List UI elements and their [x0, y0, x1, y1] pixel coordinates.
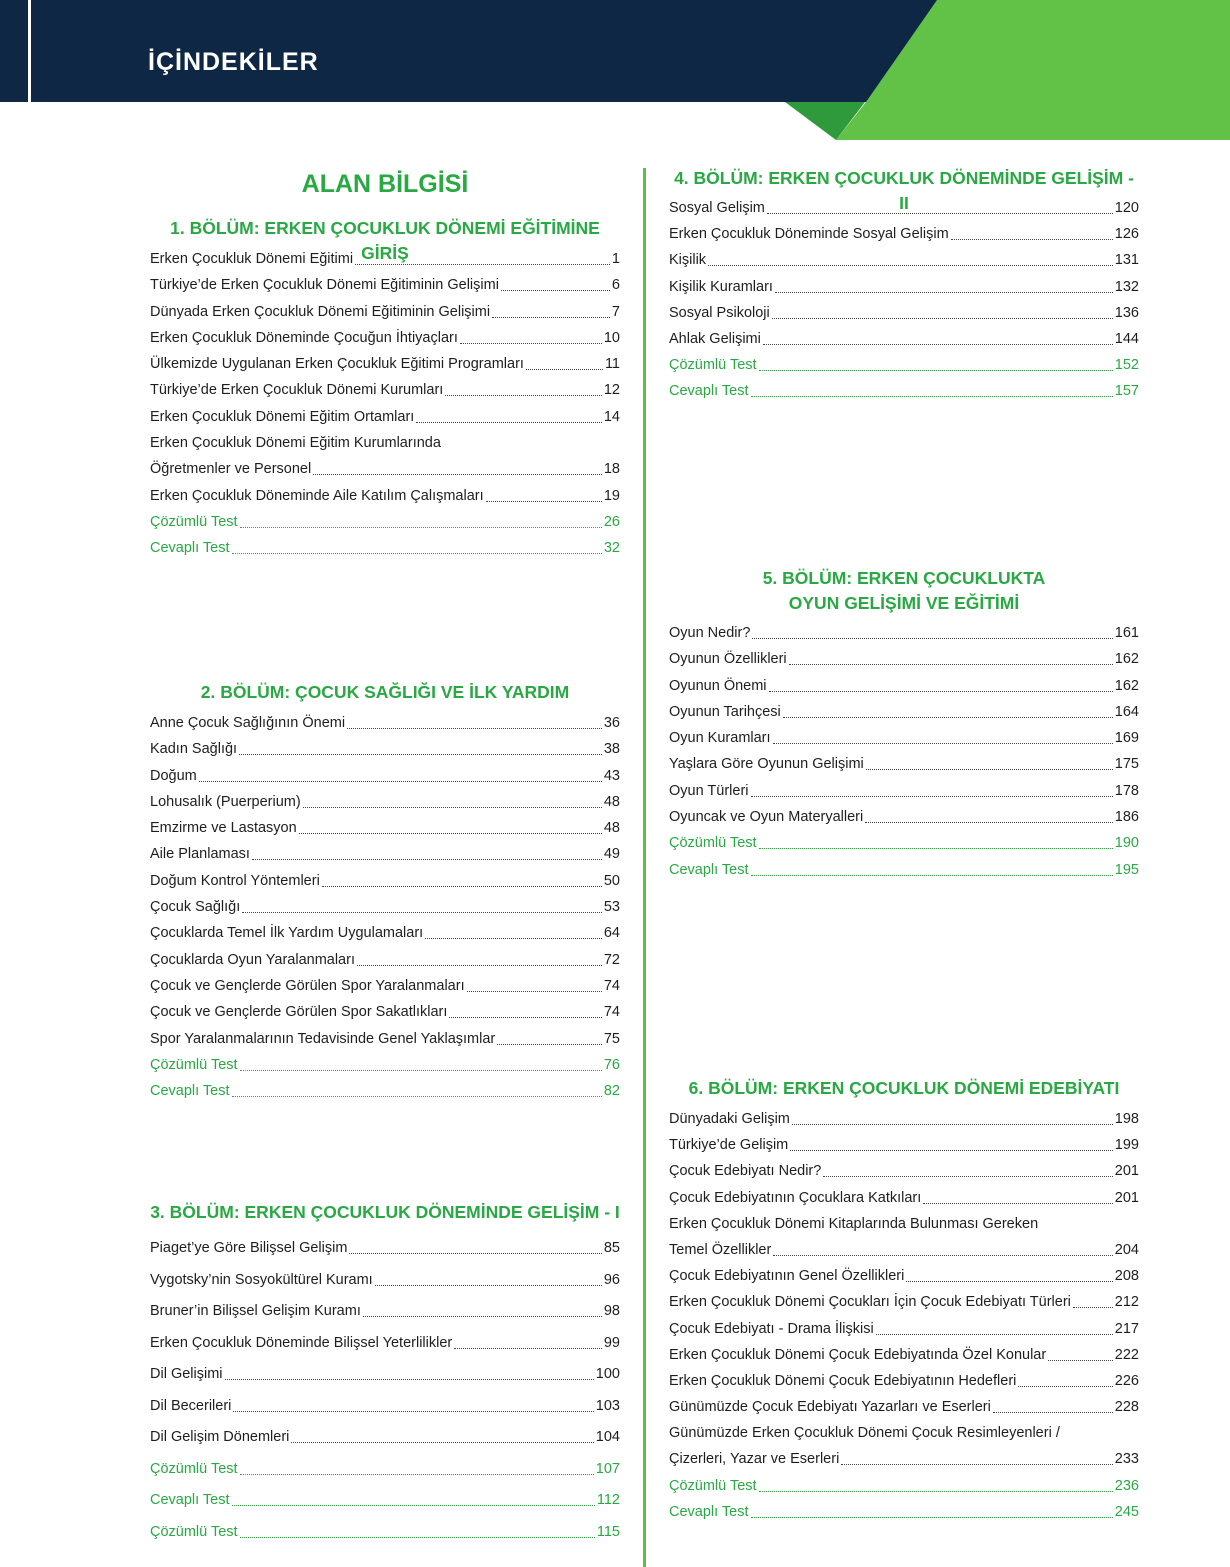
toc-dot-leader: [240, 1537, 595, 1538]
toc-dot-leader: [313, 474, 602, 475]
toc-entry[interactable]: [150, 1240, 620, 1272]
toc-entry-text: Günümüzde Çocuk Edebiyatı Yazarları ve Eserleri: [669, 1399, 991, 1416]
toc-entry[interactable]: [669, 1399, 1139, 1425]
toc-dot-leader: [823, 1176, 1112, 1177]
toc-entry[interactable]: [150, 435, 620, 488]
toc-entry[interactable]: [150, 846, 620, 872]
toc-dot-leader: [363, 1316, 602, 1317]
toc-entry[interactable]: [669, 1268, 1139, 1294]
chapter-2-list: [150, 715, 620, 1109]
toc-entry-text: Çocuk Edebiyatı - Drama İlişkisi: [669, 1320, 874, 1337]
toc-entry[interactable]: [669, 1190, 1139, 1216]
toc-page-number: 120: [1114, 200, 1139, 216]
toc-entry-text: Yaşlara Göre Oyunun Gelişimi: [669, 756, 864, 773]
toc-entry[interactable]: [150, 1303, 620, 1335]
toc-entry-text: Çocuklarda Temel İlk Yardım Uygulamaları: [150, 925, 424, 942]
toc-page-number: 75: [603, 1030, 620, 1047]
toc-entry-text: Çocuk ve Gençlerde Görülen Spor Sakatlıkları: [150, 1004, 448, 1021]
toc-dot-leader: [232, 1096, 602, 1097]
toc-page-number: 43: [603, 767, 620, 784]
toc-entry[interactable]: [669, 783, 1139, 809]
toc-entry-text: Kadın Sağlığı: [150, 741, 238, 758]
toc-dot-leader: [751, 796, 1113, 797]
toc-test-entry[interactable]: [669, 1504, 1139, 1530]
toc-entry[interactable]: [150, 741, 620, 767]
toc-dot-leader: [772, 318, 1113, 319]
toc-dot-leader: [232, 553, 602, 554]
toc-page-number: 96: [603, 1271, 620, 1288]
toc-entry[interactable]: [669, 1111, 1139, 1137]
toc-page-number: 201: [1114, 1163, 1139, 1180]
toc-dot-leader: [467, 991, 602, 992]
chapter-5-list: [669, 625, 1139, 888]
toc-dot-leader: [773, 743, 1113, 744]
toc-entry-text: Çocuk Sağlığı: [150, 899, 241, 916]
toc-page-number: 245: [1114, 1503, 1139, 1520]
toc-dot-leader: [199, 781, 602, 782]
toc-entry-text: Çizerleri, Yazar ve Eserleri: [669, 1451, 840, 1468]
toc-entry[interactable]: [150, 715, 620, 741]
toc-entry-text: Çözümlü Test: [150, 1523, 238, 1540]
toc-entry[interactable]: [669, 1425, 1139, 1477]
toc-entry[interactable]: [150, 873, 620, 899]
toc-page-number: 50: [603, 872, 620, 889]
toc-page-number: 38: [603, 741, 620, 758]
toc-test-entry[interactable]: [669, 862, 1139, 888]
toc-dot-leader: [759, 848, 1113, 849]
toc-entry-text: Erken Çocukluk Dönemi Eğitimi: [150, 251, 354, 267]
toc-test-entry[interactable]: [150, 1492, 620, 1524]
toc-dot-leader: [1073, 1307, 1113, 1308]
toc-entry[interactable]: [669, 730, 1139, 756]
toc-test-entry[interactable]: [669, 383, 1139, 409]
toc-page-number: 112: [596, 1492, 620, 1508]
toc-entry[interactable]: [150, 277, 620, 303]
toc-page-number: 198: [1114, 1111, 1139, 1127]
toc-test-entry[interactable]: [150, 1057, 620, 1083]
toc-test-entry[interactable]: [669, 357, 1139, 383]
toc-dot-leader: [233, 1411, 593, 1412]
toc-entry[interactable]: [669, 1294, 1139, 1320]
chapter-3-title: 3. BÖLÜM: ERKEN ÇOCUKLUK DÖNEMİNDE GELİŞİM - I: [150, 1202, 620, 1222]
toc-entry-text: Oyuncak ve Oyun Materyalleri: [669, 809, 864, 826]
toc-page-number: 12: [603, 382, 620, 399]
chapter-1-list: [150, 251, 620, 567]
toc-entry[interactable]: [669, 756, 1139, 782]
toc-page-number: 136: [1114, 304, 1139, 321]
toc-entry-text: Çocuk Edebiyatı Nedir?: [669, 1163, 822, 1180]
column-divider: [643, 168, 646, 1567]
toc-page-number: 236: [1114, 1477, 1139, 1494]
toc-entry[interactable]: [150, 978, 620, 1004]
toc-page-number: 11: [604, 356, 620, 373]
toc-entry-text: Sosyal Psikoloji: [669, 304, 770, 321]
toc-dot-leader: [759, 1491, 1113, 1492]
toc-test-entry[interactable]: [150, 1461, 620, 1493]
toc-entry-text: Çözümlü Test: [669, 1477, 757, 1494]
toc-test-entry[interactable]: [669, 1478, 1139, 1504]
toc-dot-leader: [876, 1334, 1113, 1335]
toc-page-number: 175: [1114, 756, 1139, 773]
toc-dot-leader: [751, 1517, 1113, 1518]
toc-entry[interactable]: [150, 1004, 620, 1030]
toc-dot-leader: [752, 638, 1112, 639]
toc-dot-leader: [357, 965, 602, 966]
toc-dot-leader: [486, 501, 602, 502]
toc-page-number: 178: [1114, 782, 1139, 799]
toc-page-number: 212: [1114, 1294, 1139, 1311]
toc-entry[interactable]: [150, 356, 620, 382]
toc-page-number: 162: [1114, 651, 1139, 668]
toc-entry-text: Sosyal Gelişim: [669, 200, 765, 216]
toc-page-number: 98: [603, 1303, 620, 1319]
toc-dot-leader: [501, 290, 610, 291]
toc-dot-leader: [993, 1412, 1113, 1413]
toc-dot-leader: [751, 396, 1113, 397]
toc-page-number: 64: [603, 925, 620, 942]
toc-page-number: 14: [603, 408, 620, 425]
chapter-1-title: 1. BÖLÜM: ERKEN ÇOCUKLUK DÖNEMİ EĞİTİMİNE GİRİŞ: [170, 218, 600, 263]
main-section-title: ALAN BİLGİSİ: [301, 170, 469, 198]
toc-entry-text: Cevaplı Test: [669, 1503, 749, 1520]
toc-dot-leader: [763, 344, 1113, 345]
toc-page-number: 1: [611, 251, 620, 267]
toc-page-number: 36: [603, 715, 620, 731]
toc-dot-leader: [751, 875, 1113, 876]
toc-page-number: 82: [603, 1083, 620, 1100]
toc-entry[interactable]: [150, 382, 620, 408]
toc-entry[interactable]: [669, 625, 1139, 651]
toc-dot-leader: [449, 1017, 601, 1018]
toc-entry-text-line1: Erken Çocukluk Dönemi Eğitim Kurumlarında: [150, 435, 441, 452]
toc-entry[interactable]: [150, 330, 620, 356]
toc-test-entry[interactable]: [150, 1083, 620, 1109]
chapter-5-title-line2: OYUN GELİŞİMİ VE EĞİTİMİ: [788, 593, 1020, 613]
toc-entry-text: Çözümlü Test: [150, 1460, 238, 1477]
chapter-5-title-line1: 5. BÖLÜM: ERKEN ÇOCUKLUKTA: [762, 568, 1046, 588]
toc-test-entry[interactable]: [669, 835, 1139, 861]
toc-page-number: 99: [603, 1334, 620, 1351]
toc-entry-row: [669, 1451, 1139, 1468]
toc-page-number: 48: [603, 820, 620, 837]
toc-dot-leader: [232, 1505, 595, 1506]
toc-dot-leader: [526, 369, 603, 370]
toc-page-number: 76: [603, 1056, 620, 1073]
toc-entry-text: Oyun Nedir?: [669, 625, 751, 641]
toc-entry-text: Dil Becerileri: [150, 1397, 232, 1414]
toc-page-number: 18: [603, 461, 620, 478]
toc-page-number: 226: [1114, 1372, 1139, 1389]
toc-entry[interactable]: [150, 1335, 620, 1367]
toc-entry[interactable]: [669, 1321, 1139, 1347]
toc-entry[interactable]: [669, 678, 1139, 704]
toc-page-number: 115: [596, 1523, 620, 1540]
toc-entry[interactable]: [669, 305, 1139, 331]
toc-entry-row: [669, 1242, 1139, 1259]
toc-entry[interactable]: [150, 899, 620, 925]
toc-entry-text: Çözümlü Test: [669, 835, 757, 852]
toc-entry-text: Oyun Kuramları: [669, 730, 771, 747]
toc-page-number: 74: [603, 1004, 620, 1021]
toc-entry[interactable]: [150, 820, 620, 846]
toc-dot-leader: [445, 395, 602, 396]
toc-entry[interactable]: [669, 651, 1139, 677]
toc-entry[interactable]: [150, 251, 620, 277]
toc-page-number: 100: [595, 1366, 620, 1382]
header-green-shape: [0, 0, 1230, 140]
toc-entry-text: Türkiye’de Erken Çocukluk Dönemi Eğitiminin Gelişimi: [150, 277, 499, 294]
chapter-3-list: [150, 1240, 620, 1555]
toc-dot-leader: [349, 1253, 601, 1254]
toc-entry[interactable]: [669, 200, 1139, 226]
toc-entry-text: Erken Çocukluk Döneminde Bilişsel Yeterlilikler: [150, 1334, 453, 1351]
toc-entry[interactable]: [150, 1366, 620, 1398]
page-title: İÇİNDEKİLER: [148, 48, 319, 76]
toc-dot-leader: [759, 370, 1113, 371]
toc-test-entry[interactable]: [150, 1524, 620, 1556]
toc-page-number: 217: [1114, 1320, 1139, 1337]
toc-page-number: 10: [603, 329, 620, 346]
toc-entry-text: Oyunun Önemi: [669, 677, 767, 694]
toc-dot-leader: [291, 1442, 593, 1443]
toc-dot-leader: [951, 239, 1113, 240]
toc-page-number: 107: [595, 1460, 620, 1477]
toc-entry[interactable]: [669, 252, 1139, 278]
toc-entry-text: Çocuk Edebiyatının Genel Özellikleri: [669, 1268, 905, 1285]
toc-entry[interactable]: [150, 1031, 620, 1057]
toc-test-entry[interactable]: [150, 514, 620, 540]
toc-entry-text: Cevaplı Test: [669, 861, 749, 878]
toc-entry-text: Çocuk ve Gençlerde Görülen Spor Yaralanmaları: [150, 977, 465, 994]
chapter-6-title: 6. BÖLÜM: ERKEN ÇOCUKLUK DÖNEMİ EDEBİYATI: [688, 1078, 1120, 1098]
toc-page-number: 222: [1114, 1346, 1139, 1363]
toc-page-number: 85: [603, 1240, 620, 1256]
toc-entry-row: [150, 461, 620, 478]
toc-dot-leader: [460, 343, 602, 344]
toc-entry-text: Ahlak Gelişimi: [669, 330, 761, 347]
toc-entry-text: Çözümlü Test: [150, 1056, 238, 1073]
toc-entry-text: Piaget’ye Göre Bilişsel Gelişim: [150, 1240, 348, 1256]
toc-page-number: 208: [1114, 1268, 1139, 1285]
chapter-4-list: [669, 200, 1139, 410]
toc-entry-text: Oyunun Tarihçesi: [669, 703, 781, 720]
toc-entry-text: Spor Yaralanmalarının Tedavisinde Genel Yaklaşımlar: [150, 1030, 496, 1047]
toc-page-number: 26: [603, 513, 620, 530]
toc-dot-leader: [497, 1044, 602, 1045]
toc-entry-text: Erken Çocukluk Döneminde Çocuğun İhtiyaçları: [150, 329, 458, 346]
toc-page-number: 195: [1114, 861, 1139, 878]
toc-dot-leader: [240, 1474, 594, 1475]
toc-dot-leader: [841, 1464, 1113, 1465]
toc-entry-text: Erken Çocukluk Dönemi Eğitim Ortamları: [150, 408, 415, 425]
toc-dot-leader: [492, 317, 610, 318]
toc-page-number: 190: [1114, 835, 1139, 852]
toc-entry-text: Erken Çocukluk Döneminde Aile Katılım Çalışmaları: [150, 487, 484, 504]
toc-page-number: 233: [1114, 1451, 1139, 1468]
toc-entry[interactable]: [669, 704, 1139, 730]
toc-entry-text: Çözümlü Test: [669, 357, 757, 374]
toc-page-number: 169: [1114, 730, 1139, 747]
toc-entry-text: Temel Özellikler: [669, 1241, 772, 1258]
toc-dot-leader: [773, 1255, 1112, 1256]
toc-entry-text: Oyun Türleri: [669, 782, 749, 799]
toc-entry[interactable]: [669, 331, 1139, 357]
toc-entry-text: Çocuklarda Oyun Yaralanmaları: [150, 951, 355, 968]
toc-page-number: 164: [1114, 703, 1139, 720]
toc-dot-leader: [252, 859, 602, 860]
toc-dot-leader: [240, 1070, 602, 1071]
toc-entry[interactable]: [669, 226, 1139, 252]
toc-entry-text: Erken Çocukluk Dönemi Çocuk Edebiyatında Özel Konular: [669, 1346, 1047, 1363]
toc-page-number: 126: [1114, 226, 1139, 243]
toc-page-number: 74: [603, 977, 620, 994]
toc-page-number: 228: [1114, 1399, 1139, 1416]
toc-page-number: 161: [1114, 625, 1139, 641]
toc-entry-text: Kişilik: [669, 252, 707, 269]
toc-dot-leader: [322, 886, 602, 887]
toc-entry-text: Çözümlü Test: [150, 513, 238, 530]
toc-entry-text: Emzirme ve Lastasyon: [150, 820, 297, 837]
toc-entry[interactable]: [150, 488, 620, 514]
toc-entry-text: Oyunun Özellikleri: [669, 651, 787, 668]
toc-entry-text: Öğretmenler ve Personel: [150, 461, 312, 478]
toc-entry[interactable]: [669, 1163, 1139, 1189]
toc-page-number: 49: [603, 846, 620, 863]
toc-entry[interactable]: [669, 279, 1139, 305]
toc-page-number: 53: [603, 899, 620, 916]
toc-dot-leader: [454, 1348, 602, 1349]
toc-dot-leader: [375, 1285, 602, 1286]
toc-entry-text: Doğum: [150, 767, 197, 784]
toc-dot-leader: [303, 807, 602, 808]
toc-dot-leader: [866, 769, 1113, 770]
toc-dot-leader: [790, 1150, 1113, 1151]
toc-entry[interactable]: [150, 794, 620, 820]
toc-page-number: 132: [1114, 278, 1139, 295]
toc-dot-leader: [299, 833, 602, 834]
toc-entry-text: Bruner’in Bilişsel Gelişim Kuramı: [150, 1303, 361, 1319]
toc-page-number: 32: [603, 540, 620, 557]
toc-entry-text: Lohusalık (Puerperium): [150, 793, 301, 810]
toc-entry-text: Doğum Kontrol Yöntemleri: [150, 872, 320, 889]
toc-entry-text-line1: Erken Çocukluk Dönemi Kitaplarında Bulunması Gereken: [669, 1215, 1039, 1232]
toc-entry-text: Vygotsky’nin Sosyokültürel Kuramı: [150, 1271, 373, 1288]
toc-entry-text: Dünyada Erken Çocukluk Dönemi Eğitiminin Gelişimi: [150, 303, 491, 320]
toc-dot-leader: [416, 422, 602, 423]
toc-entry-text: Aile Planlaması: [150, 846, 250, 863]
toc-page-number: 7: [611, 303, 620, 320]
toc-entry[interactable]: [150, 1398, 620, 1430]
chapter-4-title: 4. BÖLÜM: ERKEN ÇOCUKLUK DÖNEMİNDE GELİŞİM - II: [674, 168, 1134, 213]
toc-dot-leader: [355, 264, 610, 265]
chapter-2-title: 2. BÖLÜM: ÇOCUK SAĞLIĞI VE İLK YARDIM: [200, 682, 570, 702]
toc-dot-leader: [775, 292, 1113, 293]
toc-dot-leader: [769, 691, 1113, 692]
toc-entry[interactable]: [669, 1373, 1139, 1399]
toc-page-number: 186: [1114, 809, 1139, 826]
toc-dot-leader: [225, 1379, 594, 1380]
toc-entry[interactable]: [150, 768, 620, 794]
toc-entry-text: Türkiye’de Erken Çocukluk Dönemi Kurumları: [150, 382, 444, 399]
toc-entry-text-line1: Günümüzde Erken Çocukluk Dönemi Çocuk Resimleyenleri /: [669, 1425, 1060, 1442]
chapter-5-title: [669, 566, 1139, 616]
toc-page-number: 72: [603, 951, 620, 968]
toc-dot-leader: [242, 912, 602, 913]
toc-entry-text: Ülkemizde Uygulanan Erken Çocukluk Eğitimi Programları: [150, 356, 524, 373]
toc-page-number: 199: [1114, 1137, 1139, 1154]
toc-test-entry[interactable]: [150, 540, 620, 566]
toc-entry-text: Erken Çocukluk Dönemi Çocukları İçin Çocuk Edebiyatı Türleri: [669, 1294, 1071, 1311]
toc-dot-leader: [347, 728, 602, 729]
chapter-6-list: [669, 1111, 1139, 1530]
toc-dot-leader: [425, 938, 602, 939]
toc-entry[interactable]: [150, 1429, 620, 1461]
toc-dot-leader: [906, 1281, 1112, 1282]
toc-entry-text: Cevaplı Test: [150, 1492, 230, 1508]
toc-dot-leader: [865, 822, 1113, 823]
toc-page-number: 48: [603, 793, 620, 810]
toc-entry[interactable]: [669, 809, 1139, 835]
toc-entry[interactable]: [150, 925, 620, 951]
toc-page-number: 152: [1114, 357, 1139, 374]
toc-dot-leader: [792, 1124, 1113, 1125]
toc-page-number: 204: [1114, 1241, 1139, 1258]
toc-entry-text: Çocuk Edebiyatının Çocuklara Katkıları: [669, 1189, 922, 1206]
toc-entry[interactable]: [669, 1137, 1139, 1163]
toc-entry-text: Cevaplı Test: [150, 540, 230, 557]
toc-entry-text: Dil Gelişimi: [150, 1366, 223, 1382]
toc-entry[interactable]: [150, 304, 620, 330]
toc-page-number: 162: [1114, 677, 1139, 694]
toc-page-number: 201: [1114, 1189, 1139, 1206]
toc-entry-text: Dil Gelişim Dönemleri: [150, 1429, 290, 1445]
toc-entry-text: Cevaplı Test: [669, 383, 749, 400]
toc-page-number: 157: [1114, 383, 1139, 400]
toc-entry-text: Kişilik Kuramları: [669, 278, 773, 295]
toc-dot-leader: [239, 754, 602, 755]
toc-page-number: 144: [1114, 330, 1139, 347]
toc-dot-leader: [767, 213, 1113, 214]
toc-entry-text: Anne Çocuk Sağlığının Önemi: [150, 715, 346, 731]
toc-dot-leader: [708, 265, 1113, 266]
toc-page-number: 6: [611, 277, 620, 294]
toc-page-number: 131: [1114, 252, 1139, 269]
toc-entry-text: Cevaplı Test: [150, 1083, 230, 1100]
toc-entry[interactable]: [669, 1347, 1139, 1373]
toc-dot-leader: [1018, 1386, 1112, 1387]
toc-entry-text: Erken Çocukluk Dönemi Çocuk Edebiyatının Hedefleri: [669, 1372, 1017, 1389]
toc-page-number: 103: [595, 1397, 620, 1414]
toc-dot-leader: [783, 717, 1113, 718]
toc-entry-text: Türkiye’de Gelişim: [669, 1137, 789, 1154]
toc-entry[interactable]: [150, 409, 620, 435]
toc-entry-text: Dünyadaki Gelişim: [669, 1111, 790, 1127]
toc-entry[interactable]: [150, 1272, 620, 1304]
toc-page-number: 19: [603, 487, 620, 504]
toc-dot-leader: [240, 527, 602, 528]
toc-dot-leader: [789, 664, 1113, 665]
toc-entry[interactable]: [150, 952, 620, 978]
toc-dot-leader: [1048, 1360, 1113, 1361]
toc-dot-leader: [923, 1203, 1113, 1204]
toc-page-number: 104: [595, 1429, 620, 1445]
toc-entry[interactable]: [669, 1216, 1139, 1268]
toc-entry-text: Erken Çocukluk Döneminde Sosyal Gelişim: [669, 226, 949, 243]
